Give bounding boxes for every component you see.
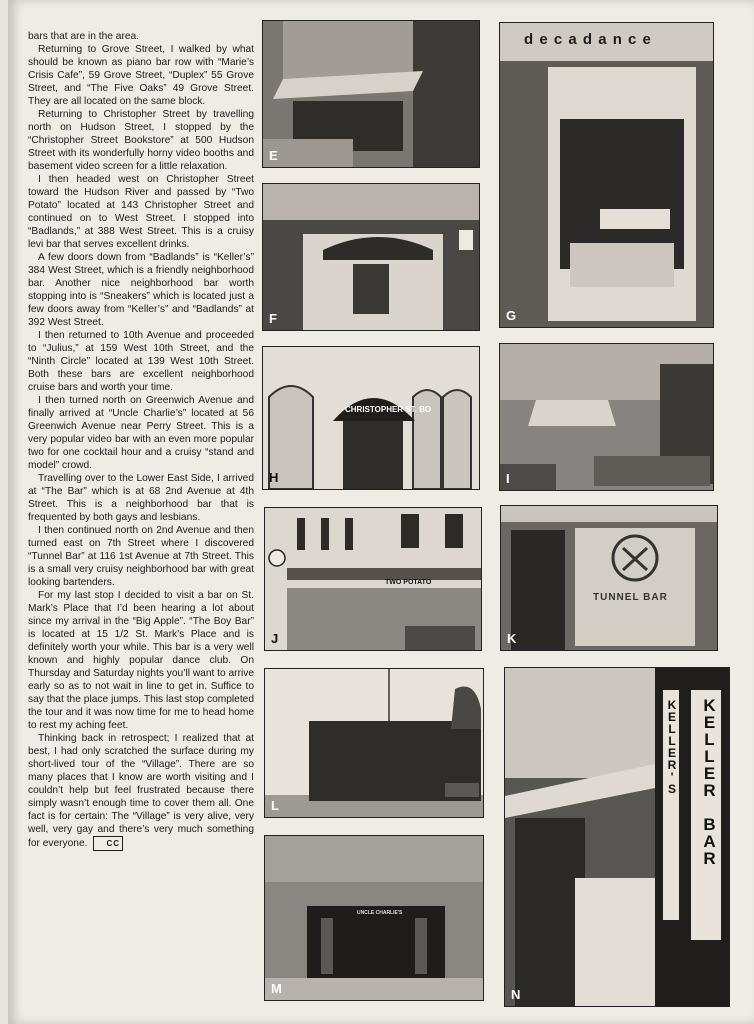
photo-letter-i: I	[506, 471, 510, 486]
article-paragraph: Returning to Grove Street, I walked by what should be known as piano bar row with “Marie’s Crisis Cafe”, 59 Grove Street, “Duplex” 55 Grove Street, and “The Five Oaks” 49 Grove Street. They are all located on the same block.	[28, 44, 254, 107]
photo-letter-e: E	[269, 148, 278, 163]
photo-e	[262, 20, 480, 168]
article-paragraph: A few doors down from “Badlands” is “Keller’s” 384 West Street, which is a friendly neighborhood bar. Another nice neighborhood bar worth stopping into is “Sneakers” which is located just a few doors away from “Keller’s” and “Badlands” at 392 West Street.	[28, 252, 254, 328]
photo-g	[499, 22, 714, 328]
photo-l-illustration	[265, 669, 483, 817]
photo-letter-j: J	[271, 631, 279, 646]
photo-letter-n: N	[511, 987, 521, 1002]
photo-g-illustration	[500, 23, 713, 327]
article-paragraph: bars that are in the area.	[28, 31, 139, 42]
photo-letter-f: F	[269, 311, 277, 326]
photo-j	[264, 507, 482, 651]
photo-e-illustration	[263, 21, 479, 167]
photo-l	[264, 668, 484, 818]
two-potato-sign: TWO POTATO	[385, 579, 432, 586]
photo-k-illustration	[501, 506, 717, 650]
article-paragraph: I then returned to 10th Avenue and proceeded to “Julius,” at 159 West 10th Street, and the “Ninth Circle” located at 139 West 10th Street. Both these bars are excellent neighborhood cruise bars and worth your time.	[28, 330, 254, 393]
article-paragraph: I then turned north on Greenwich Avenue and finally arrived at “Uncle Charlie’s” located at 56 Greenwich Avenue near Perry Street. This is a very popular video bar with an even more popular two for one cocktail hour and a cruisy “stand and model” crowd.	[28, 395, 254, 471]
photo-k	[500, 505, 718, 651]
photo-i	[499, 343, 714, 491]
article-paragraph-text: Thinking back in retrospect; I realized that at best, I had only scratched the surface during my short-lived tour of the “Village”. There are so many places that I know are worth visiting and I couldn’t help but feel frustrated because there simply wasn’t enough time to cover them all. One fact is for certain: The “Village” is very alive, very well, very gay and there’s very much something for everyone.	[28, 733, 254, 849]
keller-bar-vertical-sign: KELLER BAR	[700, 696, 719, 866]
photo-f-illustration	[263, 184, 479, 330]
article-paragraph: Travelling over to the Lower East Side, I arrived at “The Bar” which is at 68 2nd Avenue at 4th Street. This is a neighborhood bar that is frequented by both gays and lesbians.	[28, 473, 254, 523]
photo-m-illustration	[265, 836, 483, 1000]
uncle-charlies-sign: UNCLE CHARLIE'S	[357, 910, 403, 916]
photo-h-illustration	[263, 347, 479, 489]
article-paragraph	[28, 732, 254, 851]
article-paragraph: Returning to Christopher Street by travelling north on Hudson Street, I stopped by the “Christopher Street Bookstore” at 500 Hudson Street with its wonderfully horny video booths and basement video screen for a little relaxation.	[28, 109, 254, 172]
photo-letter-g: G	[506, 308, 517, 323]
photo-letter-k: K	[507, 631, 517, 646]
tunnel-bar-sign: TUNNEL BAR	[593, 592, 668, 603]
photo-n	[504, 667, 730, 1007]
photo-letter-h: H	[269, 470, 279, 485]
photo-letter-l: L	[271, 798, 279, 813]
christopher-st-sign: CHRISTOPHER ST. BO	[345, 405, 432, 414]
article-paragraph: For my last stop I decided to visit a bar on St. Mark’s Place that I’d been hearing a lot about since my arrival in the “Big Apple”. “The Boy Bar” is located at 15 1/2 St. Mark’s Place and is definitely worth your while. This bar is a very well known and highly popular dance club. On Thursday and Saturday nights you’ll want to arrive early so as to not wait in line to get in. Suffice to say that the place jumps. This last stop completed the tour and it was now time for me to head home to rest my aching feet.	[28, 590, 254, 731]
photo-i-illustration	[500, 344, 713, 490]
article-paragraph: I then headed west on Christopher Street toward the Hudson River and passed by “Two Potato” located at 143 Christopher Street and continued on to West Street. I stopped into “Badlands,” at 388 West Street. This is a cruisy levi bar that serves excellent drinks.	[28, 174, 254, 250]
kellers-vertical-sign: KELLER'S	[665, 698, 679, 794]
decadance-sign: d e c a d a n c e	[524, 31, 652, 48]
photo-letter-m: M	[271, 981, 282, 996]
photo-f	[262, 183, 480, 331]
photo-j-illustration	[265, 508, 481, 650]
article-paragraph: I then continued north on 2nd Avenue and then turned east on 7th Street where I discovered “Tunnel Bar” at 116 1st Avenue at 7th Street. This is a small very cruisy neighborhood bar with great looking bartenders.	[28, 525, 254, 588]
magazine-page	[8, 0, 754, 1024]
photo-h	[262, 346, 480, 490]
end-mark-logo: CC	[93, 836, 123, 851]
article-text-column	[28, 30, 254, 851]
photo-m	[264, 835, 484, 1001]
